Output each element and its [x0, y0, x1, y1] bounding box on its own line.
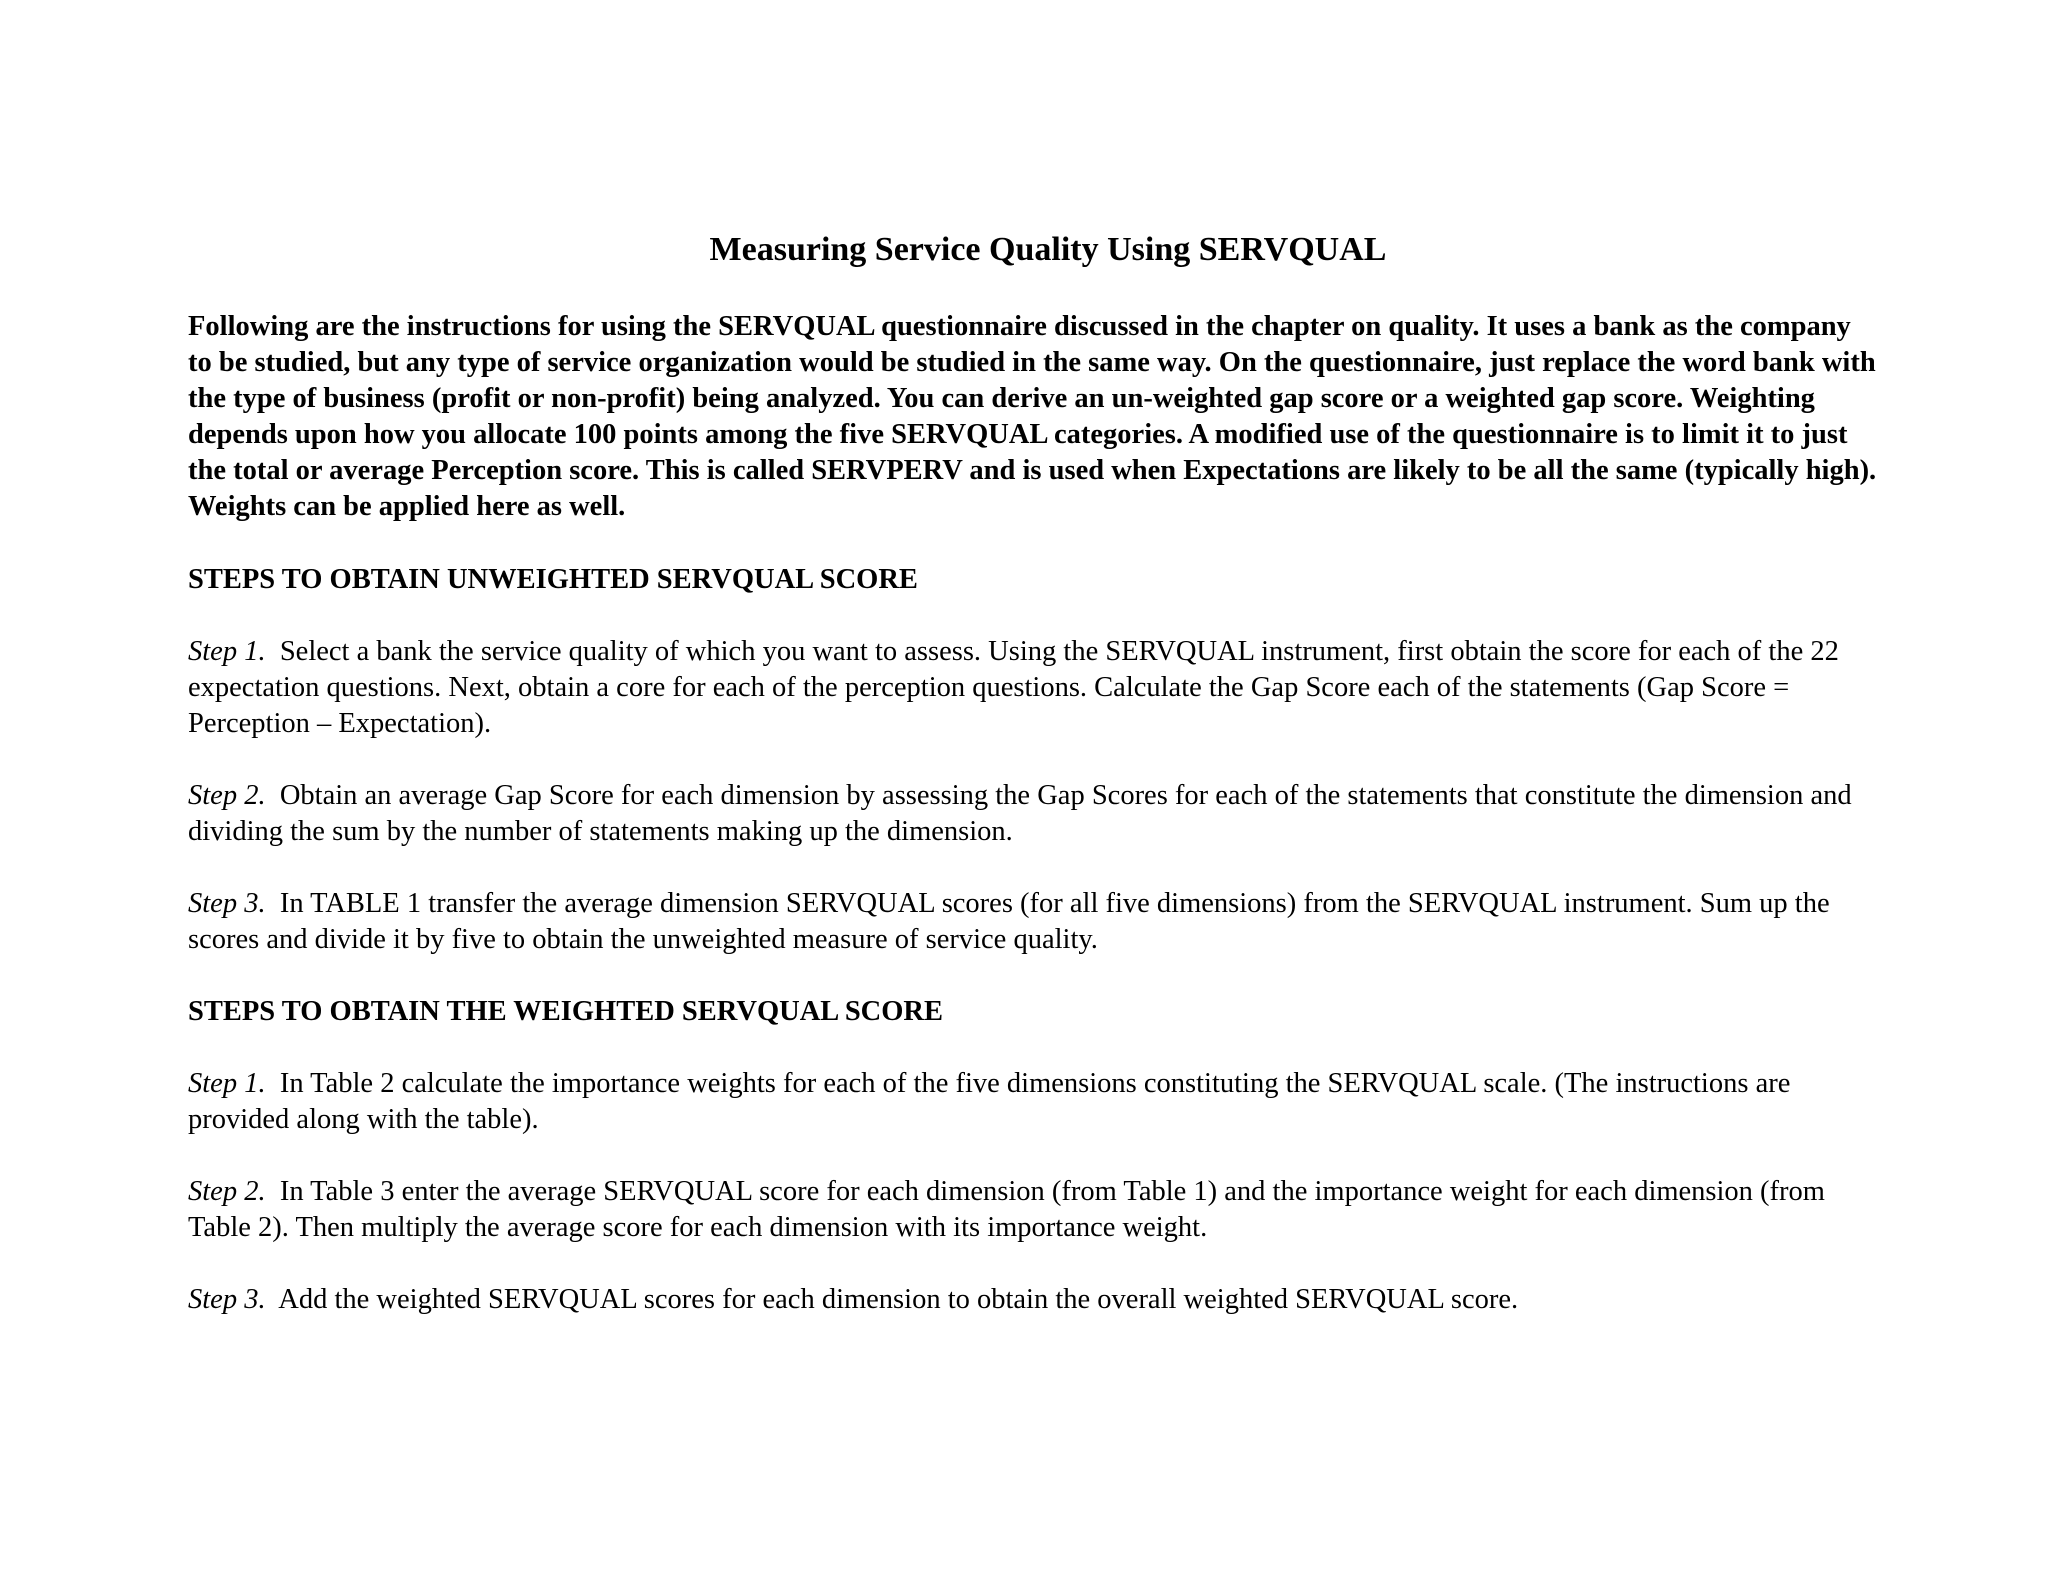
step-label: Step 3.	[188, 1283, 266, 1315]
intro-paragraph: Following are the instructions for using the SERVQUAL questionnaire discussed in the chapter on quality. It uses a bank as the company to be studied, but any type of service organization would be studied in the same way. On the questionnaire, just replace the word bank with the type of business (profit or non-profit) being analyzed. You can derive an un-weighted gap score or a weighted gap score. Weighting depends upon how you allocate 100 points among the five SERVQUAL categories. A modified use of the questionnaire is to limit it to just the total or average Perception score. This is called SERVPERV and is used when Expectations are likely to be all the same (typically high). Weights can be applied here as well.	[188, 310, 1877, 522]
document-page	[188, 230, 1878, 1354]
weighted-steps-heading: STEPS TO OBTAIN THE WEIGHTED SERVQUAL SCORE	[188, 995, 944, 1027]
step-label: Step 2.	[188, 1175, 266, 1207]
unweighted-step-1	[188, 634, 1878, 742]
step-text: Obtain an average Gap Score for each dimension by assessing the Gap Scores for each of the statements that constitute the dimension and dividing the sum by the number of statements making up the dimension.	[188, 779, 1852, 847]
step-text: In TABLE 1 transfer the average dimension SERVQUAL scores (for all five dimensions) from the SERVQUAL instrument. Sum up the scores and divide it by five to obtain the unweighted measure of service quality.	[188, 887, 1830, 955]
step-label: Step 1.	[188, 635, 266, 667]
step-label: Step 3.	[188, 887, 266, 919]
unweighted-step-2	[188, 778, 1878, 850]
step-text: Add the weighted SERVQUAL scores for each dimension to obtain the overall weighted SERVQUAL score.	[278, 1283, 1519, 1315]
weighted-step-3	[188, 1282, 1878, 1318]
weighted-step-1	[188, 1066, 1878, 1138]
step-label: Step 2.	[188, 779, 266, 811]
unweighted-step-3	[188, 886, 1878, 958]
step-label: Step 1.	[188, 1067, 266, 1099]
unweighted-steps-heading: STEPS TO OBTAIN UNWEIGHTED SERVQUAL SCORE	[188, 563, 918, 595]
step-text: In Table 3 enter the average SERVQUAL score for each dimension (from Table 1) and the importance weight for each dimension (from Table 2). Then multiply the average score for each dimension with its importance weight.	[188, 1175, 1825, 1243]
step-text: Select a bank the service quality of which you want to assess. Using the SERVQUAL instrument, first obtain the score for each of the 22 expectation questions. Next, obtain a core for each of the perception questions. Calculate the Gap Score each of the statements (Gap Score = Perception – Expectation).	[188, 635, 1839, 739]
document-title: Measuring Service Quality Using SERVQUAL	[709, 231, 1387, 268]
step-text: In Table 2 calculate the importance weights for each of the five dimensions constituting the SERVQUAL scale. (The instructions are provided along with the table).	[188, 1067, 1791, 1135]
weighted-step-2	[188, 1174, 1878, 1246]
